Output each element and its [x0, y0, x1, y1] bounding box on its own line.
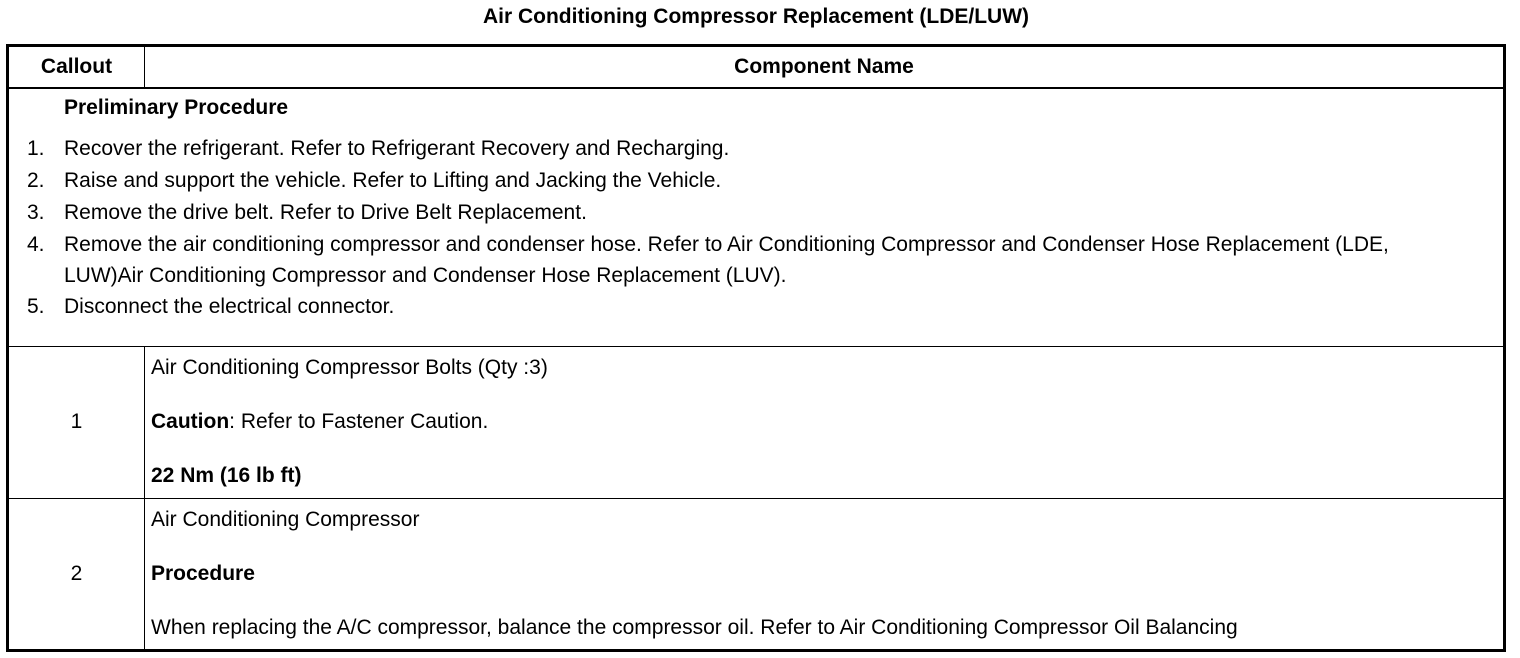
caution-label: Caution [151, 409, 230, 433]
list-item [9, 133, 1503, 165]
table-header-row [8, 46, 1505, 89]
preliminary-procedure-heading: Preliminary Procedure [64, 96, 289, 119]
component-cell [145, 346, 1505, 498]
caution-note [151, 407, 1497, 437]
list-item [9, 291, 1503, 323]
table-row [8, 498, 1505, 650]
step-text: Remove the drive belt. Refer to Drive Belt Replacement. [64, 201, 587, 224]
document-title: Air Conditioning Compressor Replacement (LDE/LUW) [482, 5, 1030, 28]
component-cell [145, 498, 1505, 650]
torque-spec: 22 Nm (16 lb ft) [151, 463, 302, 487]
component-name: Air Conditioning Compressor Bolts (Qty :3) [151, 355, 548, 379]
callout-number: 2 [8, 498, 145, 650]
caution-text: : Refer to Fastener Caution. [229, 409, 489, 433]
step-text: Remove the air conditioning compressor and condenser hose. Refer to Air Conditioning Compressor and Condenser Hose Replacement (LDE, LUW)Air Conditioning Compressor and Condenser Hose Replacement (LUV). [64, 233, 1389, 287]
preliminary-steps-list [9, 133, 1503, 323]
list-item [9, 197, 1503, 229]
procedure-text: When replacing the A/C compressor, balance the compressor oil. Refer to Air Conditioning Compressor Oil Balancing [151, 615, 1238, 639]
step-text: Disconnect the electrical connector. [64, 295, 395, 318]
table-row [8, 346, 1505, 498]
preliminary-procedure-row [8, 88, 1505, 346]
step-number: 5. [27, 295, 45, 318]
preliminary-procedure-cell [8, 88, 1505, 346]
step-text: Raise and support the vehicle. Refer to Lifting and Jacking the Vehicle. [64, 169, 722, 192]
step-text: Recover the refrigerant. Refer to Refrigerant Recovery and Recharging. [64, 137, 730, 160]
step-number: 3. [27, 201, 45, 224]
callout-column-header: Callout [8, 46, 145, 89]
procedure-label: Procedure [151, 561, 255, 585]
list-item [9, 165, 1503, 197]
step-number: 1. [27, 137, 45, 160]
list-item [9, 229, 1503, 291]
step-number: 2. [27, 169, 45, 192]
procedure-table [6, 44, 1506, 652]
step-number: 4. [27, 233, 45, 256]
callout-number: 1 [8, 346, 145, 498]
component-name-column-header: Component Name [145, 46, 1505, 89]
component-name: Air Conditioning Compressor [151, 507, 420, 531]
